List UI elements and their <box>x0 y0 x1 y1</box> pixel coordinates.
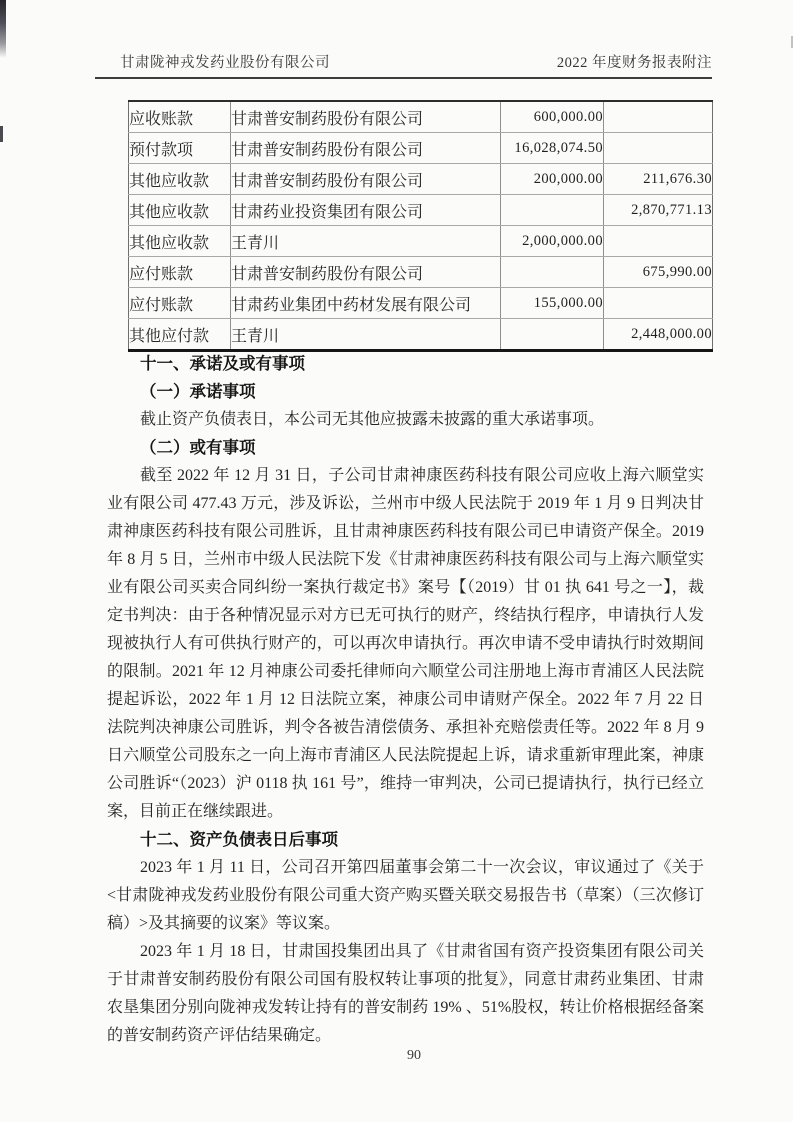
item-cell: 其他应收款 <box>129 195 231 226</box>
amount1-cell: 600,000.00 <box>501 101 604 133</box>
amount1-cell: 200,000.00 <box>501 164 604 195</box>
amount2-cell <box>604 101 713 133</box>
amount2-cell <box>604 133 713 164</box>
amount1-cell: 16,028,074.50 <box>501 133 604 164</box>
table-row <box>129 226 713 257</box>
header-doc-title: 2022 年度财务报表附注 <box>556 55 712 71</box>
amount2-cell: 675,990.00 <box>604 257 713 288</box>
item-cell: 其他应收款 <box>129 226 231 257</box>
item-cell: 应收账款 <box>129 101 231 133</box>
section-11-2-title: （二）或有事项 <box>140 439 256 457</box>
section-11-2-paragraph: 截至 2022 年 12 月 31 日，子公司甘肃神康医药科技有限公司应收上海六顺堂实业有限公司 477.43 万元，涉及诉讼，兰州市中级人民法院于 2019 年 1 月 9 日判决甘肃神康医药科技有限公司胜诉，且甘肃神康医药科技有限公司已申请资产保全。2019 年 8 月 5 日，兰州市中级人民法院下发《甘肃神康医药科技有限公司与上海六顺堂实业有限公司买卖合同纠纷一案执行裁定书》案号【（2019）甘 01 执 641 号之一】，裁定书判决：由于各种情况显示对方已无可执行的财产，终结执行程序，申请执行人发现被执行人有可供执行财产的，可以再次申请执行。再次申请不受申请执行时效期间的限制。2021 年 12 月神康公司委托律师向六顺堂公司注册地上海市青浦区人民法院提起诉讼，2022 年 1 月 12 日法院立案，神康公司申请财产保全。2022 年 7 月 22 日法院判决神康公司胜诉，判令各被告清偿债务、承担补充赔偿责任等。2022 年 8 月 9 日六顺堂公司股东之一向上海市青浦区人民法院提起上诉，请求重新审理此案，神康公司胜诉“（2023）沪 0118 执 161 号”，维持一审判决，公司已提请执行，执行已经立案，目前正在继续跟进。 <box>107 467 704 820</box>
amount2-cell <box>604 226 713 257</box>
party-cell: 甘肃药业集团中药材发展有限公司 <box>231 288 501 319</box>
item-cell: 其他应收款 <box>129 164 231 195</box>
party-cell: 王青川 <box>231 319 501 351</box>
table-row <box>129 319 713 351</box>
amount2-cell: 211,676.30 <box>604 164 713 195</box>
header-rule <box>95 77 712 79</box>
section-12-paragraph-1: 2023 年 1 月 11 日，公司召开第四届董事会第二十一次会议，审议通过了《关于<甘肃陇神戎发药业股份有限公司重大资产购买暨关联交易报告书（草案）（三次修订稿）>及其摘要的议案》等议案。 <box>107 859 704 932</box>
section-11-title: 十一、承诺及或有事项 <box>140 355 305 373</box>
amount1-cell: 155,000.00 <box>501 288 604 319</box>
item-cell: 应付账款 <box>129 288 231 319</box>
section-11-1-title: （一）承诺事项 <box>140 383 256 401</box>
party-cell: 甘肃普安制药股份有限公司 <box>231 133 501 164</box>
related-party-balances-table <box>128 100 713 352</box>
section-12-title: 十二、资产负债表日后事项 <box>140 831 338 849</box>
table-row <box>129 257 713 288</box>
header-company-name: 甘肃陇神戎发药业股份有限公司 <box>120 55 330 71</box>
party-cell: 王青川 <box>231 226 501 257</box>
amount1-cell <box>501 319 604 351</box>
table-row <box>129 288 713 319</box>
page-header <box>120 51 712 72</box>
scan-edge-artifact <box>0 0 6 58</box>
table-row <box>129 101 713 133</box>
notes-text-block <box>107 350 704 1050</box>
amount1-cell: 2,000,000.00 <box>501 226 604 257</box>
section-11-1-paragraph: 截止资产负债表日，本公司无其他应披露未披露的重大承诺事项。 <box>140 411 605 428</box>
scan-edge-mark <box>0 126 3 142</box>
table-row <box>129 195 713 226</box>
party-cell: 甘肃普安制药股份有限公司 <box>231 164 501 195</box>
item-cell: 预付款项 <box>129 133 231 164</box>
amount2-cell: 2,448,000.00 <box>604 319 713 351</box>
item-cell: 应付账款 <box>129 257 231 288</box>
amount2-cell <box>604 288 713 319</box>
page-number: 90 <box>407 1048 421 1063</box>
party-cell: 甘肃普安制药股份有限公司 <box>231 257 501 288</box>
page-footer <box>0 1048 793 1064</box>
item-cell: 其他应付款 <box>129 319 231 351</box>
party-cell: 甘肃普安制药股份有限公司 <box>231 101 501 133</box>
amount1-cell <box>501 257 604 288</box>
table-row <box>129 164 713 195</box>
table-row <box>129 133 713 164</box>
section-12-paragraph-2: 2023 年 1 月 18 日，甘肃国投集团出具了《甘肃省国有资产投资集团有限公司关于甘肃普安制药股份有限公司国有股权转让事项的批复》，同意甘肃药业集团、甘肃农垦集团分别向陇神戎发转让持有的普安制药 19% 、51%股权，转让价格根据经备案的普安制药资产评估结果确定。 <box>107 943 704 1044</box>
party-cell: 甘肃药业投资集团有限公司 <box>231 195 501 226</box>
amount1-cell <box>501 195 604 226</box>
amount2-cell: 2,870,771.13 <box>604 195 713 226</box>
